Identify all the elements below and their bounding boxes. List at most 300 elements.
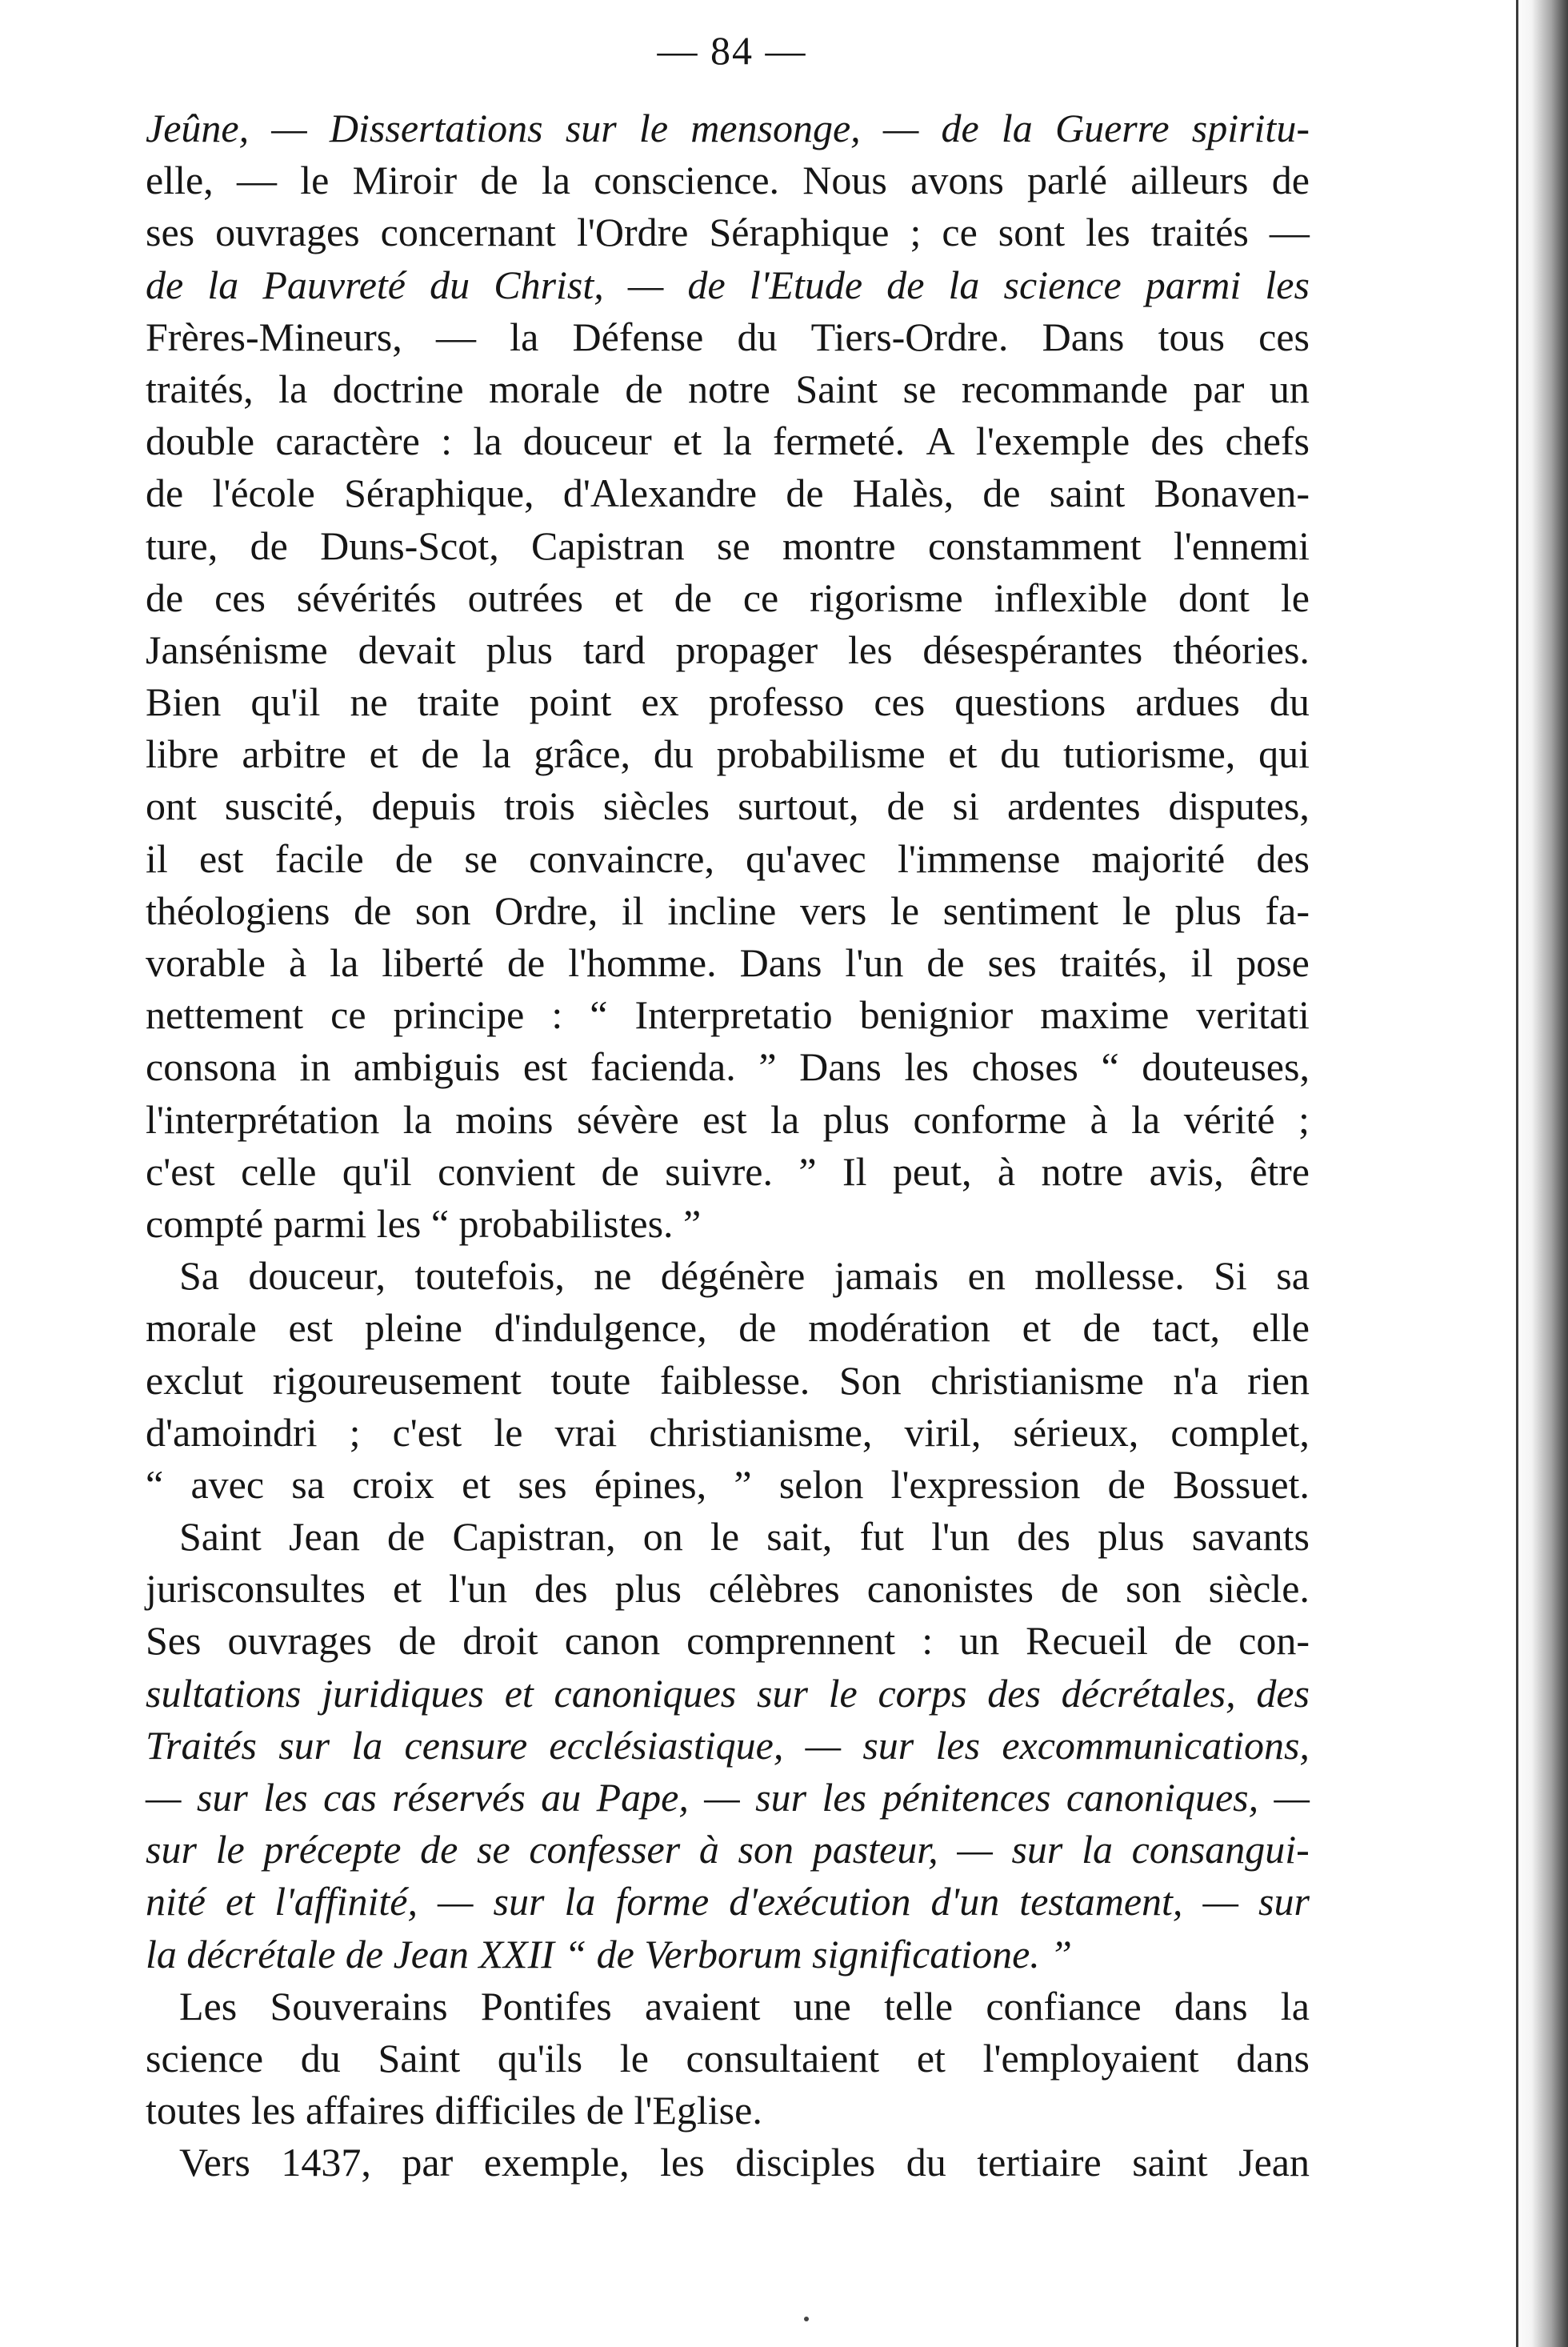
word: à: [698, 1827, 719, 1872]
word: et: [462, 1461, 491, 1507]
word: sultations: [146, 1670, 302, 1716]
word: de: [674, 575, 712, 620]
word: de: [625, 366, 663, 411]
word: Ses: [146, 1618, 202, 1664]
word: fa-: [1265, 887, 1310, 933]
word: de: [354, 887, 392, 933]
word: jamais: [834, 1253, 939, 1299]
word: ce: [942, 210, 978, 255]
word: la: [541, 158, 570, 203]
word: la: [351, 1722, 383, 1768]
word: du: [1000, 731, 1041, 777]
text-line: [146, 1928, 1310, 1981]
word: épines,: [594, 1461, 707, 1507]
word: canoniques: [554, 1670, 737, 1716]
line-text: [146, 572, 1310, 624]
word: avis,: [1149, 1148, 1224, 1194]
text-line: [146, 2137, 1310, 2189]
word: tutiorisme,: [1063, 731, 1236, 777]
word: le: [215, 1827, 245, 1872]
word: précepte: [263, 1827, 402, 1872]
line-text: [179, 1511, 1310, 1563]
word: les: [904, 1044, 949, 1090]
word: l'ennemi: [1173, 523, 1310, 568]
text-line: [146, 624, 1310, 676]
line-text: [146, 311, 1310, 363]
word: de: [1174, 1618, 1213, 1664]
word: droit: [462, 1618, 538, 1664]
line-text: [146, 728, 1310, 780]
word: les: [1086, 210, 1130, 255]
word: juridiques: [322, 1670, 484, 1716]
word: elle,: [146, 158, 214, 203]
word: son: [738, 1827, 794, 1872]
text-line: [146, 1459, 1310, 1511]
word: une: [793, 1983, 851, 2029]
word: confesser: [529, 1827, 681, 1872]
word: sur: [565, 106, 617, 150]
word: le: [890, 887, 920, 933]
word: :: [551, 992, 563, 1038]
word: en: [967, 1253, 1006, 1299]
text-line: [146, 2085, 1310, 2137]
word: ont: [146, 783, 197, 829]
word: Pauvreté: [262, 262, 406, 307]
word: questions: [954, 679, 1106, 725]
line-text: [146, 937, 1310, 989]
word: ses: [518, 1461, 567, 1507]
word: elle: [1251, 1305, 1310, 1351]
word: et: [1022, 1305, 1051, 1351]
line-text: [146, 780, 1310, 832]
word: traite: [417, 679, 500, 725]
word: —: [271, 106, 307, 150]
word: il: [621, 887, 644, 933]
word: sur: [278, 1722, 330, 1768]
word: siècle.: [1208, 1566, 1310, 1612]
word: sur: [146, 1827, 197, 1872]
word: est: [522, 1044, 568, 1090]
word: avaient: [645, 1983, 761, 2029]
word: d'exécution: [729, 1879, 911, 1924]
word: il: [1190, 940, 1214, 985]
word: con-: [1238, 1618, 1310, 1664]
word: canoniques,: [1066, 1775, 1259, 1820]
word: être: [1250, 1148, 1310, 1194]
word: caractère: [275, 419, 420, 464]
word: chefs: [1225, 419, 1310, 464]
word: sa: [291, 1461, 325, 1507]
word: disciples: [735, 2140, 876, 2185]
word: parmi: [1145, 262, 1242, 307]
word: ture,: [146, 523, 218, 568]
word: ses: [987, 940, 1037, 985]
word: science: [1003, 262, 1122, 307]
word: qu'avec: [746, 835, 866, 881]
word: telle: [884, 1983, 954, 2029]
line-text: [146, 154, 1310, 206]
word: de: [687, 262, 726, 307]
word: tard: [582, 627, 646, 672]
word: dont: [1178, 575, 1250, 620]
word: l'interprétation: [146, 1096, 380, 1142]
word: vorable: [146, 940, 266, 985]
text-line: [146, 1250, 1310, 1302]
word: ”: [798, 1148, 817, 1194]
word: concernant: [380, 210, 556, 255]
word: des: [987, 1670, 1041, 1716]
word: Si: [1214, 1253, 1247, 1299]
text-line: [146, 467, 1310, 519]
word: Séraphique,: [344, 471, 534, 516]
word: parlé: [1027, 158, 1107, 203]
word: sérieux,: [1013, 1409, 1139, 1455]
word: A: [926, 419, 955, 464]
line-text: [146, 1824, 1310, 1876]
word: douteuses,: [1142, 1044, 1310, 1090]
word: des: [1256, 835, 1310, 881]
word: sur: [196, 1775, 248, 1820]
word: ”: [758, 1044, 777, 1090]
text-line: [146, 1824, 1310, 1876]
word: traités,: [146, 366, 254, 411]
word: Interpretatio: [634, 992, 833, 1038]
word: les: [263, 1775, 308, 1820]
word: tact,: [1152, 1305, 1221, 1351]
word: Bonaven-: [1154, 471, 1310, 516]
word: sur: [1011, 1827, 1063, 1872]
word: principe: [393, 992, 525, 1038]
word: l'employaient: [982, 2035, 1199, 2081]
word: “: [146, 1461, 164, 1507]
word: la: [473, 419, 502, 464]
line-text: [146, 1302, 1310, 1354]
word: :: [441, 419, 453, 464]
line-text: [146, 1041, 1310, 1093]
text-line: [146, 1511, 1310, 1563]
word: vers: [800, 887, 867, 933]
word: confiance: [986, 1983, 1142, 2029]
text-line: [146, 1302, 1310, 1354]
word: Les: [179, 1983, 238, 2029]
word: ardentes: [1006, 783, 1141, 829]
word: montre: [782, 523, 896, 568]
word: de: [1271, 158, 1310, 203]
word: l'exemple: [975, 419, 1130, 464]
word: sur: [493, 1879, 545, 1924]
word: du: [653, 731, 694, 777]
word: choses: [971, 1044, 1078, 1090]
text-line: [146, 520, 1310, 572]
word: vérité: [1183, 1096, 1275, 1142]
line-text: la décrétale de Jean XXII “ de Verborum significatione. ”: [146, 1931, 1073, 1977]
word: la: [402, 1096, 432, 1142]
word: maxime: [1040, 992, 1170, 1038]
word: pasteur,: [812, 1827, 938, 1872]
word: Pontifes: [480, 1983, 612, 2029]
scan-speck: [804, 2317, 809, 2321]
word: qu'il: [250, 679, 321, 725]
word: dans: [1236, 2035, 1310, 2081]
word: théologiens: [146, 887, 330, 933]
word: sont: [998, 210, 1066, 255]
word: morale: [489, 366, 600, 411]
word: la: [278, 366, 308, 411]
word: théories.: [1173, 627, 1310, 672]
word: christianisme: [930, 1357, 1144, 1403]
word: doctrine: [332, 366, 464, 411]
word: ces: [874, 679, 926, 725]
word: —: [1269, 210, 1310, 255]
word: cas: [323, 1775, 377, 1820]
word: outrées: [467, 575, 583, 620]
line-text: [146, 363, 1310, 415]
word: fermeté.: [772, 419, 906, 464]
word: recommande: [961, 366, 1169, 411]
word: Dans: [799, 1044, 882, 1090]
word: l'immense: [897, 835, 1061, 881]
word: l'Ordre: [576, 210, 689, 255]
word: la: [770, 1096, 800, 1142]
word: ailleurs: [1130, 158, 1249, 203]
word: la: [330, 940, 359, 985]
word: Guerre: [1054, 106, 1170, 150]
word: la: [948, 262, 980, 307]
line-text: compté parmi les “ probabilistes. ”: [146, 1200, 702, 1246]
word: est: [702, 1096, 747, 1142]
word: Christ,: [494, 262, 604, 307]
word: Traités: [146, 1722, 257, 1768]
word: sur: [756, 1670, 808, 1716]
word: moins: [455, 1096, 554, 1142]
line-text: [146, 676, 1310, 728]
word: —: [438, 1879, 474, 1924]
word: de: [1082, 1305, 1121, 1351]
text-line: [146, 1615, 1310, 1667]
word: croix: [352, 1461, 434, 1507]
word: on: [642, 1514, 683, 1560]
word: pénitences: [882, 1775, 1051, 1820]
word: ecclésiastique,: [549, 1722, 784, 1768]
word: l'expression: [890, 1461, 1081, 1507]
word: les: [1265, 262, 1310, 307]
word: ;: [349, 1409, 361, 1455]
text-line: [146, 572, 1310, 624]
text-line: [146, 1981, 1310, 2033]
word: célèbres: [708, 1566, 840, 1612]
text-line: [146, 885, 1310, 937]
word: est: [198, 835, 244, 881]
line-text: [146, 1720, 1310, 1772]
word: sur: [755, 1775, 807, 1820]
word: incline: [667, 887, 777, 933]
word: se: [477, 1827, 510, 1872]
word: grâce,: [534, 731, 631, 777]
word: avec: [190, 1461, 265, 1507]
word: tous: [1158, 314, 1225, 359]
word: de: [250, 523, 288, 568]
word: un: [1269, 366, 1310, 411]
word: la: [510, 314, 539, 359]
line-text: [146, 885, 1310, 937]
word: de: [601, 1148, 639, 1194]
line-text: [146, 206, 1310, 258]
word: avons: [910, 158, 1004, 203]
word: de: [398, 1618, 437, 1664]
word: qui: [1258, 731, 1310, 777]
word: de: [1060, 1566, 1099, 1612]
word: dégénère: [660, 1253, 806, 1299]
word: le: [828, 1670, 858, 1716]
word: Jeûne,: [146, 106, 250, 150]
word: Jansénisme: [146, 627, 328, 672]
word: et: [504, 1670, 534, 1716]
word: d'indulgence,: [494, 1305, 707, 1351]
word: la: [1280, 1983, 1310, 2029]
word: —: [1202, 1879, 1238, 1924]
word: et: [948, 731, 978, 777]
word: du: [300, 2035, 341, 2081]
word: Pape,: [596, 1775, 689, 1820]
line-text: [146, 1459, 1310, 1511]
word: le: [1280, 575, 1310, 620]
word: d'amoindri: [146, 1409, 318, 1455]
word: celle: [241, 1148, 317, 1194]
word: nettement: [146, 992, 304, 1038]
text-line: [146, 1407, 1310, 1459]
word: fut: [859, 1514, 904, 1560]
word: Frères-Mineurs,: [146, 314, 402, 359]
word: sentiment: [942, 887, 1099, 933]
text-line: [146, 415, 1310, 467]
line-text: [146, 1615, 1310, 1667]
text-line: [146, 1876, 1310, 1928]
word: à: [1090, 1096, 1108, 1142]
word: l'Etude: [749, 262, 863, 307]
word: notre: [688, 366, 770, 411]
word: probabilisme: [716, 731, 926, 777]
word: suscité,: [224, 783, 344, 829]
word: ambiguis: [353, 1044, 501, 1090]
word: Défense: [572, 314, 704, 359]
line-text: [179, 2137, 1310, 2189]
word: selon: [778, 1461, 864, 1507]
word: de: [421, 731, 459, 777]
word: mensonge,: [690, 106, 861, 150]
text-line: [146, 1146, 1310, 1198]
word: la: [1082, 1827, 1113, 1872]
word: canonistes: [866, 1566, 1034, 1612]
word: et: [226, 1879, 255, 1924]
word: Sa: [179, 1253, 219, 1299]
text-line: [146, 1668, 1310, 1720]
word: libre: [146, 731, 219, 777]
text-line: [146, 1563, 1310, 1615]
word: Son: [838, 1357, 902, 1403]
word: rien: [1247, 1357, 1310, 1403]
word: sur: [862, 1722, 914, 1768]
word: et: [369, 731, 398, 777]
word: à: [997, 1148, 1016, 1194]
word: forme: [615, 1879, 710, 1924]
word: les: [660, 2140, 705, 2185]
page-number: — 84 —: [657, 28, 807, 73]
word: le: [619, 2035, 649, 2081]
text-line: [146, 833, 1310, 885]
word: ne: [350, 679, 388, 725]
word: d'Alexandre: [562, 471, 758, 516]
word: ex: [641, 679, 679, 725]
word: pleine: [364, 1305, 462, 1351]
word: peut,: [892, 1148, 972, 1194]
word: ”: [734, 1461, 752, 1507]
line-text: [179, 1981, 1310, 2033]
word: l'homme.: [568, 940, 717, 985]
scan-edge-line: [1516, 0, 1518, 2347]
word: douceur,: [248, 1253, 386, 1299]
word: viril,: [904, 1409, 982, 1455]
word: liberté: [382, 940, 484, 985]
text-line: [146, 937, 1310, 989]
word: saint: [1132, 2140, 1208, 2185]
word: canon: [564, 1618, 661, 1664]
word: Saint: [179, 1514, 262, 1560]
word: les: [822, 1775, 867, 1820]
word: in: [299, 1044, 331, 1090]
word: inflexible: [994, 575, 1148, 620]
word: les: [847, 627, 893, 672]
word: des: [1256, 1670, 1310, 1716]
text-line: [146, 676, 1310, 728]
line-text: [146, 989, 1310, 1041]
word: sa: [1276, 1253, 1310, 1299]
word: saint: [1049, 471, 1126, 516]
word: “: [590, 992, 608, 1038]
word: du: [1269, 679, 1310, 725]
line-text: [179, 1250, 1310, 1302]
word: Duns-Scot,: [320, 523, 499, 568]
word: plus: [486, 627, 553, 672]
word: —: [627, 262, 664, 307]
word: n'a: [1173, 1357, 1218, 1403]
text-line: [146, 728, 1310, 780]
word: se: [902, 366, 937, 411]
word: douceur: [522, 419, 652, 464]
word: rigorisme: [810, 575, 963, 620]
word: arbitre: [242, 731, 346, 777]
word: Ordre,: [494, 887, 598, 933]
word: se: [464, 835, 498, 881]
word: à: [288, 940, 307, 985]
word: suivre.: [665, 1148, 773, 1194]
word: testament,: [1019, 1879, 1183, 1924]
word: jurisconsultes: [146, 1566, 366, 1612]
body-text: [146, 102, 1310, 2189]
word: de: [1107, 1461, 1146, 1507]
word: Dans: [739, 940, 822, 985]
word: —: [704, 1775, 740, 1820]
line-text: [146, 102, 1310, 154]
word: de: [394, 835, 434, 881]
word: les: [935, 1722, 981, 1768]
word: le: [494, 1409, 523, 1455]
line-text: [146, 467, 1310, 519]
word: se: [717, 523, 750, 568]
text-line: [146, 311, 1310, 363]
word: l'un: [845, 940, 904, 985]
word: Halès,: [852, 471, 954, 516]
word: l'affinité,: [274, 1879, 418, 1924]
